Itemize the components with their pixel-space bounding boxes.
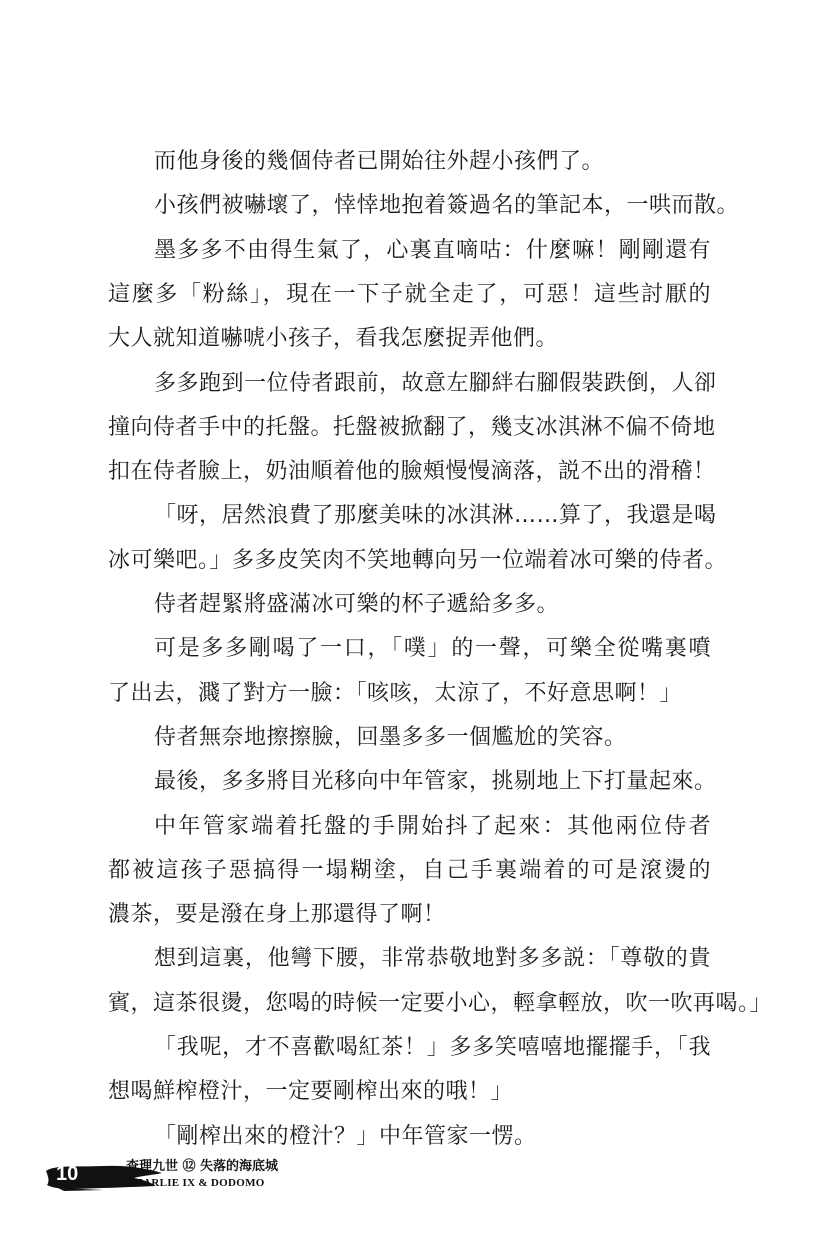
text-line: 「呀，居然浪費了那麼美味的冰淇淋……算了，我還是喝 (154, 503, 717, 529)
text-line: 中年管家端着托盤的手開始抖了起來：其他兩位侍者 (154, 813, 711, 839)
text-line: 都被這孩子惡搞得一塌糊塗，自己手裏端着的可是滾燙的 (108, 857, 711, 883)
text-line: 最後，多多將目光移向中年管家，挑剔地上下打量起來。 (154, 769, 717, 795)
text-line: 賓，這茶很燙，您喝的時候一定要小心，輕拿輕放，吹一吹再喝。」 (108, 990, 773, 1016)
text-line: 侍者趕緊將盛滿冰可樂的杯子遞給多多。 (154, 592, 560, 617)
page-number: 10 (56, 1163, 79, 1185)
text-line: 扣在侍者臉上，奶油順着他的臉頰慢慢滴落，説不出的滑稽！ (108, 459, 716, 485)
text-line: 大人就知道嚇唬小孩子，看我怎麼捉弄他們。 (108, 326, 559, 352)
text-line: 這麼多「粉絲」，現在一下子就全走了，可惡！這些討厭的 (108, 281, 711, 307)
text-line: 小孩們被嚇壞了，悻悻地抱着簽過名的筆記本，一哄而散。 (154, 193, 740, 219)
page-footer (44, 1155, 364, 1200)
text-line: 墨多多不由得生氣了，心裏直嘀咕：什麼嘛！剛剛還有 (154, 237, 711, 263)
text-line: 想到這裏，他彎下腰，非常恭敬地對多多説：「尊敬的貴 (154, 946, 711, 972)
text-line: 濃茶，要是潑在身上那還得了啊！ (108, 902, 446, 928)
text-line: 「我呢，才不喜歡喝紅茶！」多多笑嘻嘻地擺擺手，「我 (154, 1035, 711, 1060)
text-line: 撞向侍者手中的托盤。托盤被掀翻了，幾支冰淇淋不偏不倚地 (108, 414, 716, 440)
series-title: 查理九世 ⑫ 失落的海底城 (126, 1159, 279, 1174)
text-line: 「剛榨出來的橙汁？」中年管家一愣。 (154, 1123, 537, 1149)
text-line: 了出去，濺了對方一臉：「咳咳，太涼了，不好意思啊！」 (108, 680, 683, 706)
text-line: 多多跑到一位侍者跟前，故意左腳絆右腳假裝跌倒，人卻 (154, 370, 717, 396)
text-line: 侍者無奈地擦擦臉，回墨多多一個尷尬的笑容。 (154, 724, 627, 750)
text-line: 可是多多剛喝了一口，「噗」的一聲，可樂全從嘴裏噴 (154, 636, 711, 662)
text-line: 而他身後的幾個侍者已開始往外趕小孩們了。 (154, 149, 605, 174)
text-line: 冰可樂吧。」多多皮笑肉不笑地轉向另一位端着冰可樂的侍者。 (108, 547, 728, 573)
series-subtitle: CHARLIE IX & DODOMO (126, 1177, 265, 1189)
text-line: 想喝鮮榨橙汁，一定要剛榨出來的哦！」 (108, 1079, 514, 1105)
